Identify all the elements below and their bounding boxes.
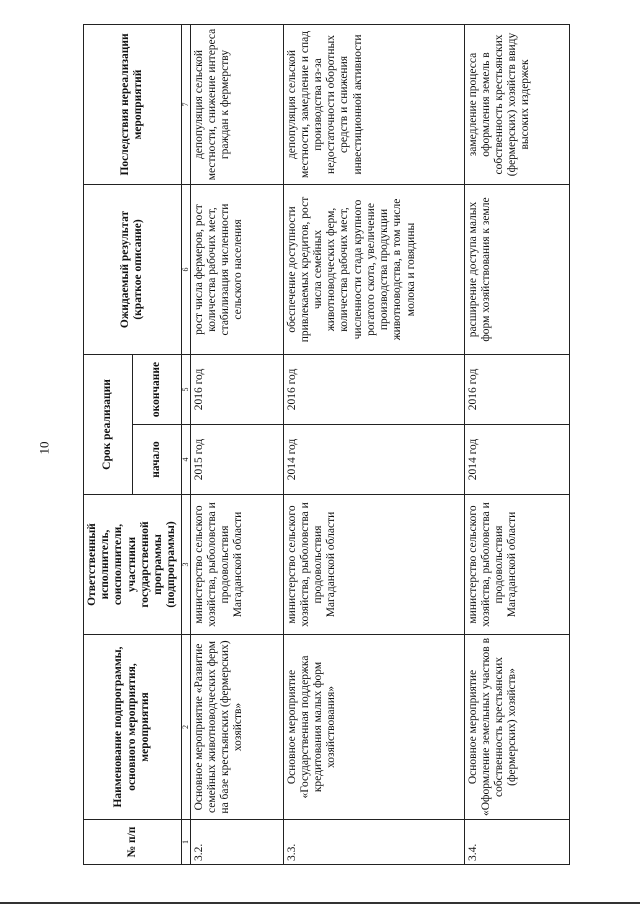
bottom-rule: [0, 902, 640, 904]
column-number: 7: [181, 24, 190, 184]
column-number: 2: [181, 635, 190, 820]
row-consequences: депопуляция сельской местности, снижение интереса граждан к фермерству: [190, 24, 283, 184]
row-end: 2016 год: [283, 354, 464, 424]
row-number: 3.3.: [283, 820, 464, 865]
rotated-table-container: [83, 25, 633, 865]
row-consequences: депопуляция сельской местности, замедление и спад производства из-за недостаточности оборотных средств и снижения инвестиционной активности: [283, 24, 464, 184]
row-result: обеспечение доступности привлекаемых кредитов, рост числа семейных животноводческих ферм, количества рабочих мест, численности стада крупного рогатого скота, увеличение производства продукции животноводства, в том числе молока и говядины: [283, 184, 464, 354]
header-num: № п/п: [84, 820, 182, 865]
row-name: Основное мероприятие «Оформление земельных участков в собственность крестьянских (фермерских) хозяйств»: [464, 635, 569, 820]
header-consequences: Последствия нереализации мероприятий: [84, 24, 182, 184]
table-row: [283, 24, 464, 864]
column-number: 1: [181, 820, 190, 865]
row-start: 2014 год: [464, 425, 569, 495]
page-number: 10: [36, 441, 52, 455]
column-number: 6: [181, 184, 190, 354]
column-number: 5: [181, 354, 190, 424]
row-number: 3.4.: [464, 820, 569, 865]
header-period: Срок реализации: [84, 354, 133, 494]
row-start: 2015 год: [190, 425, 283, 495]
column-number: 4: [181, 425, 190, 495]
header-name: Наименование подпрограммы, основного мероприятия, мероприятия: [84, 635, 182, 820]
row-number: 3.2.: [190, 820, 283, 865]
header-start: начало: [132, 425, 181, 495]
table-row: [190, 24, 283, 864]
row-result: расширение доступа малых форм хозяйствования к земле: [464, 184, 569, 354]
row-name: Основное мероприятие «Развитие семейных животноводческих ферм на базе крестьянских (фермерских) хозяйств»: [190, 635, 283, 820]
row-end: 2016 год: [190, 354, 283, 424]
row-name: Основное мероприятие «Государственная поддержка кредитования малых форм хозяйствования»: [283, 635, 464, 820]
header-end: окончание: [132, 354, 181, 424]
row-consequences: замедление процесса оформления земель в собственность крестьянских (фермерских) хозяйств ввиду высоких издержек: [464, 24, 569, 184]
header-responsible: Ответственный исполнитель, соисполнители, участники государственной программы (подпрограммы): [84, 495, 182, 635]
header-result: Ожидаемый результат (краткое описание): [84, 184, 182, 354]
row-responsible: министерство сельского хозяйства, рыболовства и продовольствия Магаданской области: [464, 495, 569, 635]
row-responsible: министерство сельского хозяйства, рыболовства и продовольствия Магаданской области: [283, 495, 464, 635]
row-end: 2016 год: [464, 354, 569, 424]
row-result: рост числа фермеров, рост количества рабочих мест, стабилизация численности сельского населения: [190, 184, 283, 354]
row-start: 2014 год: [283, 425, 464, 495]
column-number-row: [181, 24, 190, 864]
column-number: 3: [181, 495, 190, 635]
table-row: [464, 24, 569, 864]
measures-table: [83, 24, 570, 865]
row-responsible: министерство сельского хозяйства, рыболовства и продовольствия Магаданской области: [190, 495, 283, 635]
